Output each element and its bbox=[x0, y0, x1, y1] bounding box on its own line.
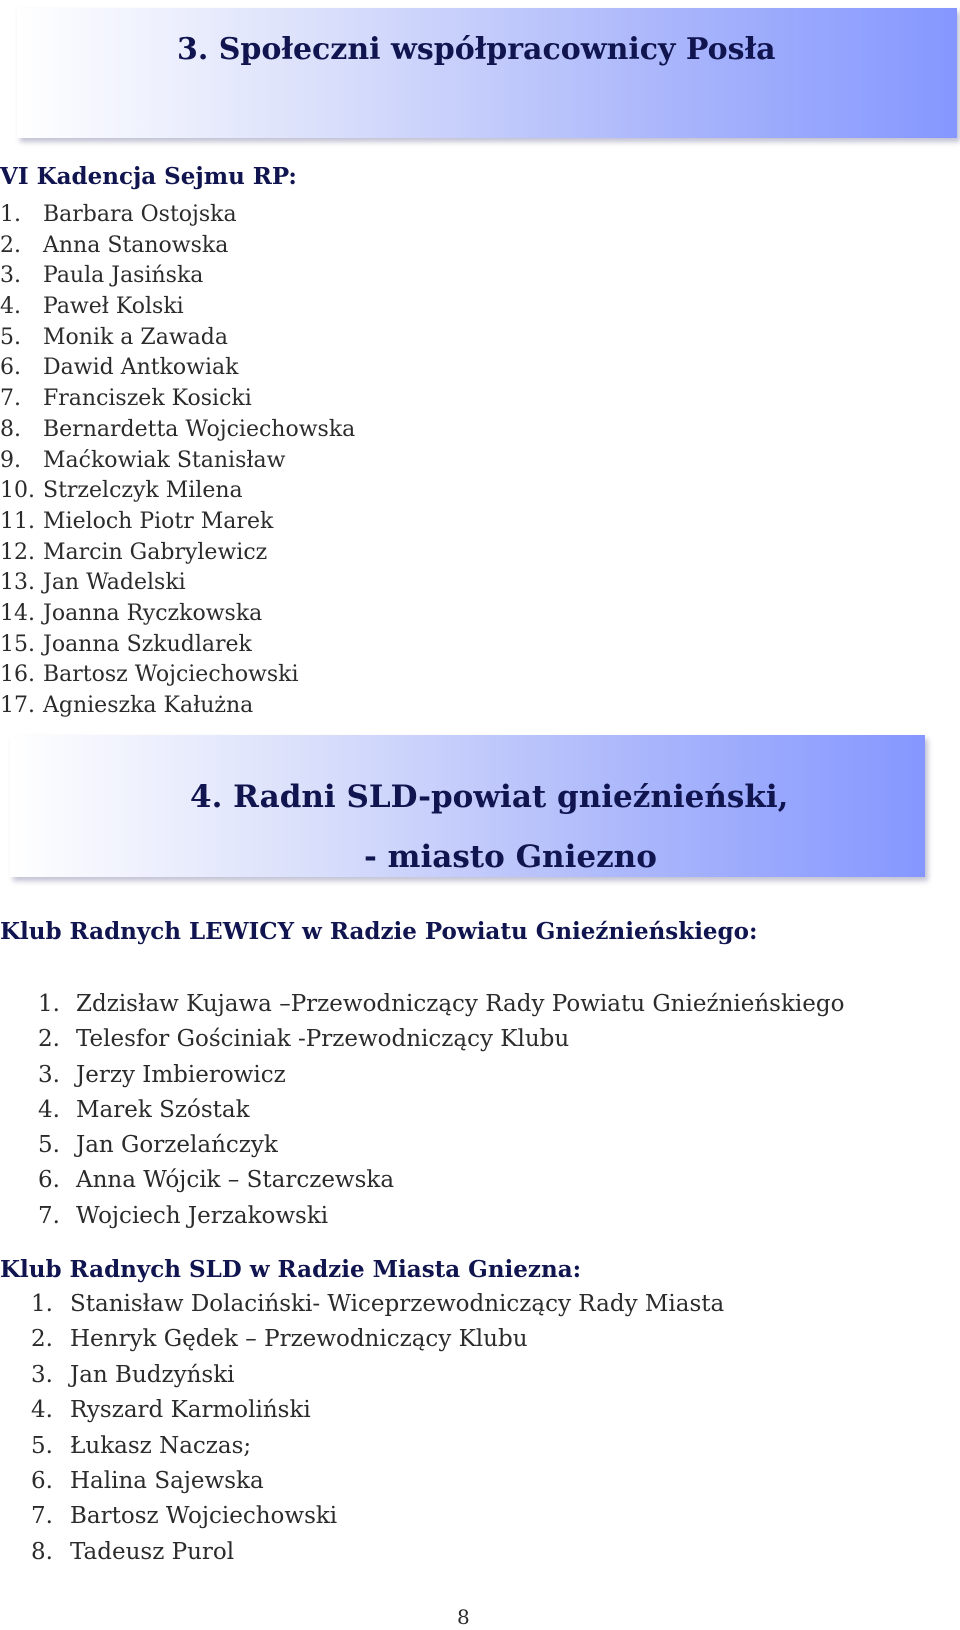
section-4-banner bbox=[10, 735, 925, 877]
list-item bbox=[0, 630, 355, 661]
list-item bbox=[38, 1128, 844, 1163]
list-item-number: 5. bbox=[38, 1132, 60, 1159]
list-item-name: Franciszek Kosicki bbox=[43, 386, 252, 412]
list-item-number: 4. bbox=[0, 294, 21, 320]
list-item bbox=[38, 1199, 844, 1234]
list-item-number: 2. bbox=[31, 1326, 53, 1353]
list-item-name: Jerzy Imbierowicz bbox=[76, 1061, 286, 1088]
list-item bbox=[0, 568, 355, 599]
list-item-name: Henryk Gędek – Przewodniczący Klubu bbox=[70, 1326, 528, 1353]
list-item bbox=[0, 231, 355, 262]
list-item-number: 6. bbox=[38, 1167, 60, 1194]
list-item bbox=[0, 446, 355, 477]
list-item bbox=[31, 1358, 724, 1393]
list-item-name: Wojciech Jerzakowski bbox=[76, 1202, 329, 1229]
wspolpracownicy-list bbox=[0, 200, 355, 722]
list-item-name: Jan Wadelski bbox=[43, 570, 186, 596]
list-item bbox=[0, 660, 355, 691]
list-item-number: 16. bbox=[0, 662, 35, 688]
list-item-name: Jan Budzyński bbox=[70, 1361, 235, 1388]
section-3-banner bbox=[17, 8, 957, 138]
section-4-title-line1: 4. Radni SLD-powiat gnieźnieński, bbox=[190, 779, 789, 815]
list-item bbox=[31, 1287, 724, 1322]
page-number: 8 bbox=[457, 1605, 470, 1629]
list-item-name: Maćkowiak Stanisław bbox=[43, 447, 286, 473]
list-item-name: Ryszard Karmoliński bbox=[70, 1397, 311, 1424]
list-item bbox=[0, 323, 355, 354]
list-item-number: 5. bbox=[31, 1432, 53, 1459]
list-item-number: 13. bbox=[0, 570, 35, 596]
list-item-number: 3. bbox=[31, 1361, 53, 1388]
list-item-name: Tadeusz Purol bbox=[70, 1538, 235, 1565]
list-item-name: Barbara Ostojska bbox=[43, 202, 237, 227]
list-item-number: 1. bbox=[0, 202, 21, 227]
list-item-name: Anna Stanowska bbox=[43, 232, 229, 258]
list-item-number: 6. bbox=[31, 1467, 53, 1494]
list-item-name: Marcin Gabrylewicz bbox=[43, 539, 268, 565]
powiat-club-heading: Klub Radnych LEWICY w Radzie Powiatu Gnieźnieńskiego: bbox=[0, 918, 758, 945]
list-item bbox=[31, 1535, 724, 1570]
list-item-number: 8. bbox=[0, 416, 21, 442]
list-item-name: Bernardetta Wojciechowska bbox=[43, 416, 356, 442]
miasto-members-list bbox=[31, 1287, 724, 1570]
list-item-name: Stanisław Dolaciński- Wiceprzewodniczący Rady Miasta bbox=[70, 1291, 725, 1317]
list-item bbox=[0, 384, 355, 415]
list-item-number: 3. bbox=[38, 1061, 60, 1088]
section-4-title-line2: - miasto Gniezno bbox=[364, 839, 657, 875]
list-item-number: 7. bbox=[38, 1202, 60, 1229]
list-item-number: 4. bbox=[31, 1397, 53, 1424]
list-item-number: 8. bbox=[31, 1538, 53, 1565]
list-item-name: Marek Szóstak bbox=[76, 1096, 250, 1123]
list-item-number: 17. bbox=[0, 693, 35, 718]
list-item-name: Monik a Zawada bbox=[43, 324, 228, 350]
list-item-name: Dawid Antkowiak bbox=[43, 355, 239, 381]
miasto-club-heading: Klub Radnych SLD w Radzie Miasta Gniezna: bbox=[0, 1256, 582, 1283]
list-item bbox=[0, 599, 355, 630]
list-item bbox=[31, 1499, 724, 1534]
list-item-number: 10. bbox=[0, 478, 35, 504]
powiat-members-list bbox=[38, 987, 844, 1234]
list-item bbox=[0, 476, 355, 507]
list-item-number: 2. bbox=[38, 1026, 60, 1053]
list-item bbox=[38, 1022, 844, 1057]
list-item-number: 3. bbox=[0, 263, 21, 289]
list-item bbox=[38, 987, 844, 1022]
list-item-name: Agnieszka Kałużna bbox=[43, 693, 254, 718]
list-item-name: Bartosz Wojciechowski bbox=[70, 1503, 338, 1530]
list-item-name: Zdzisław Kujawa –Przewodniczący Rady Powiatu Gnieźnieńskiego bbox=[76, 991, 845, 1017]
list-item-name: Paweł Kolski bbox=[43, 294, 184, 320]
list-item-number: 6. bbox=[0, 355, 21, 381]
list-item-name: Anna Wójcik – Starczewska bbox=[76, 1167, 395, 1194]
list-item bbox=[31, 1393, 724, 1428]
list-item bbox=[0, 353, 355, 384]
list-item-number: 1. bbox=[38, 991, 60, 1017]
list-item-name: Bartosz Wojciechowski bbox=[43, 662, 299, 688]
list-item bbox=[31, 1322, 724, 1357]
list-item-name: Jan Gorzelańczyk bbox=[76, 1132, 278, 1159]
section-3-title: 3. Społeczni współpracownicy Posła bbox=[177, 32, 776, 67]
list-item-name: Mieloch Piotr Marek bbox=[43, 508, 274, 534]
list-item-name: Halina Sajewska bbox=[70, 1467, 264, 1494]
list-item bbox=[0, 200, 355, 231]
list-item bbox=[38, 1163, 844, 1198]
list-item-name: Paula Jasińska bbox=[43, 263, 204, 289]
list-item bbox=[38, 1058, 844, 1093]
list-item-name: Joanna Ryczkowska bbox=[43, 600, 263, 626]
list-item-number: 12. bbox=[0, 539, 35, 565]
list-item-name: Strzelczyk Milena bbox=[43, 478, 243, 504]
list-item-number: 15. bbox=[0, 631, 35, 657]
list-item-number: 4. bbox=[38, 1096, 60, 1123]
list-item-name: Telesfor Gościniak -Przewodniczący Klubu bbox=[76, 1026, 570, 1053]
kadencja-heading: VI Kadencja Sejmu RP: bbox=[0, 163, 297, 190]
list-item bbox=[0, 261, 355, 292]
list-item bbox=[31, 1429, 724, 1464]
list-item bbox=[0, 507, 355, 538]
list-item-number: 11. bbox=[0, 508, 35, 534]
list-item-name: Joanna Szkudlarek bbox=[43, 631, 252, 657]
list-item bbox=[0, 538, 355, 569]
list-item-number: 5. bbox=[0, 324, 21, 350]
list-item-name: Łukasz Naczas; bbox=[70, 1432, 252, 1459]
list-item bbox=[0, 691, 355, 722]
list-item-number: 7. bbox=[31, 1503, 53, 1530]
list-item-number: 7. bbox=[0, 386, 21, 412]
list-item bbox=[0, 415, 355, 446]
list-item-number: 14. bbox=[0, 600, 35, 626]
list-item-number: 2. bbox=[0, 232, 21, 258]
list-item bbox=[0, 292, 355, 323]
list-item-number: 1. bbox=[31, 1291, 53, 1317]
list-item bbox=[38, 1093, 844, 1128]
list-item bbox=[31, 1464, 724, 1499]
list-item-number: 9. bbox=[0, 447, 21, 473]
